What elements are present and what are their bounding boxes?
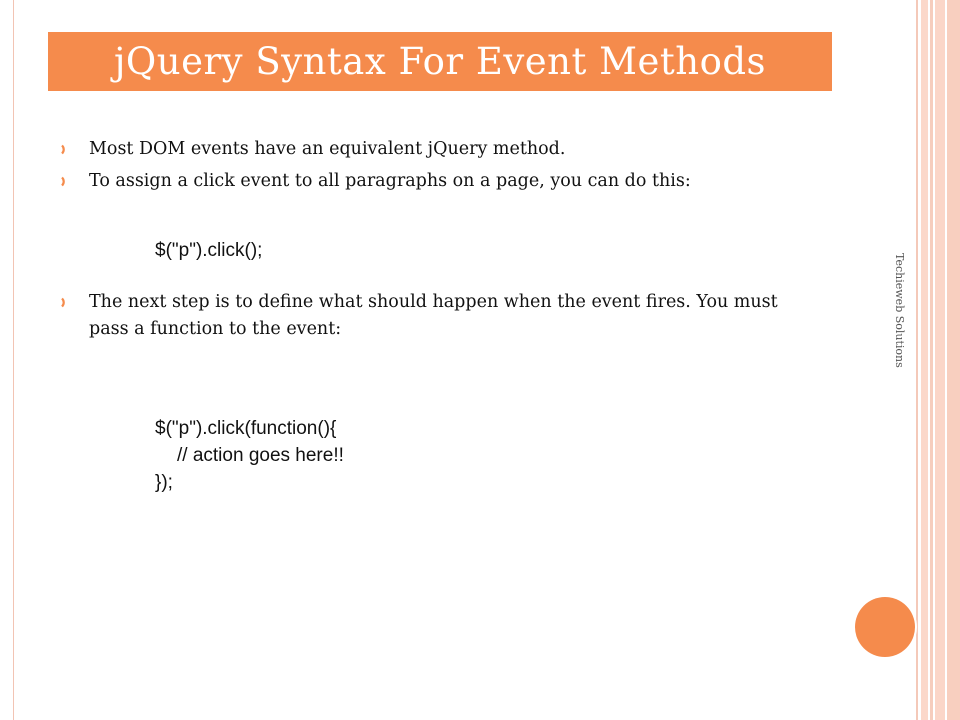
bullet-text: The next step is to define what should happen when the event fires. You must pass a function to the event: <box>89 292 778 339</box>
bullet-text: Most DOM events have an equivalent jQuery method. <box>89 139 566 159</box>
code-line: $("p").click(function(){ <box>155 418 337 439</box>
right-stripe <box>935 0 945 720</box>
bullet-text: To assign a click event to all paragraphs on a page, you can do this: <box>89 171 691 191</box>
right-stripe <box>916 0 918 720</box>
right-stripe <box>947 0 960 720</box>
bullet-item <box>58 168 798 195</box>
right-stripe <box>930 0 933 720</box>
slide-title: jQuery Syntax For Event Methods <box>113 40 767 83</box>
code-line: }); <box>155 472 173 493</box>
decorative-circle <box>855 597 915 657</box>
code-snippet-click: $("p").click(); <box>155 240 263 261</box>
code-line: // action goes here!! <box>177 445 344 466</box>
right-stripe <box>921 0 928 720</box>
vertical-footer-text: Techieweb Solutions <box>893 253 906 368</box>
chevron-arc-bullet-icon <box>60 176 70 186</box>
chevron-arc-bullet-icon <box>60 144 70 154</box>
bullet-item <box>58 289 798 343</box>
code-snippet-function <box>155 415 344 496</box>
bullet-item <box>58 136 798 163</box>
left-border-line <box>13 0 14 720</box>
title-bar <box>48 32 832 91</box>
chevron-arc-bullet-icon <box>60 297 70 307</box>
